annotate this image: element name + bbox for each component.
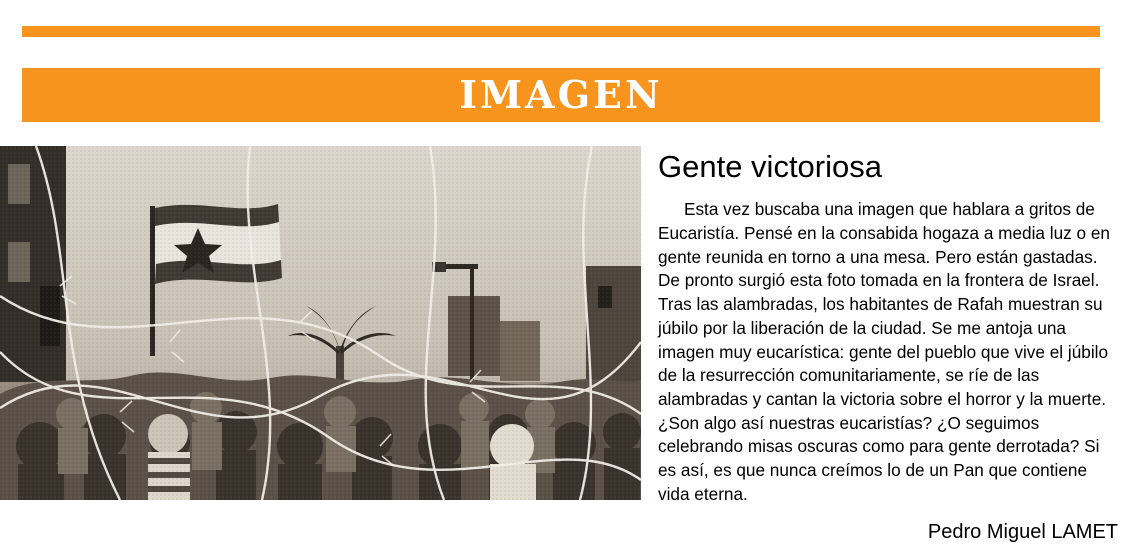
article-column (658, 150, 1118, 544)
page-title: IMAGEN (459, 72, 663, 117)
crowd-photo (0, 146, 641, 500)
top-orange-rule (22, 26, 1100, 37)
article-byline: Pedro Miguel LAMET (927, 520, 1118, 543)
article-body: Esta vez buscaba una imagen que hablara a gritos de Eucaristía. Pensé en la consabida hogaza a media luz o en gente reunida en torno a una mesa. Pero están gastadas. De pronto surgió esta foto tomada en la frontera de Israel. Tras las alambradas, los habitantes de Rafah muestran su júbilo por la liberación de la ciudad. Se me antoja una imagen muy eucarística: gente del pueblo que vive el júbilo de la resurrección comunitariamente, se ríe de las alambradas y cantan la victoria sobre el horror y la muerte. ¿Son algo así nuestras eucaristías? ¿O seguimos celebrando misas oscuras como para gente derrotada? Si es así, es que nunca creímos lo de un Pan que contiene vida eterna. (658, 199, 1110, 504)
article-photo (0, 146, 641, 500)
section-banner (22, 68, 1100, 122)
article-headline: Gente victoriosa (658, 149, 882, 184)
